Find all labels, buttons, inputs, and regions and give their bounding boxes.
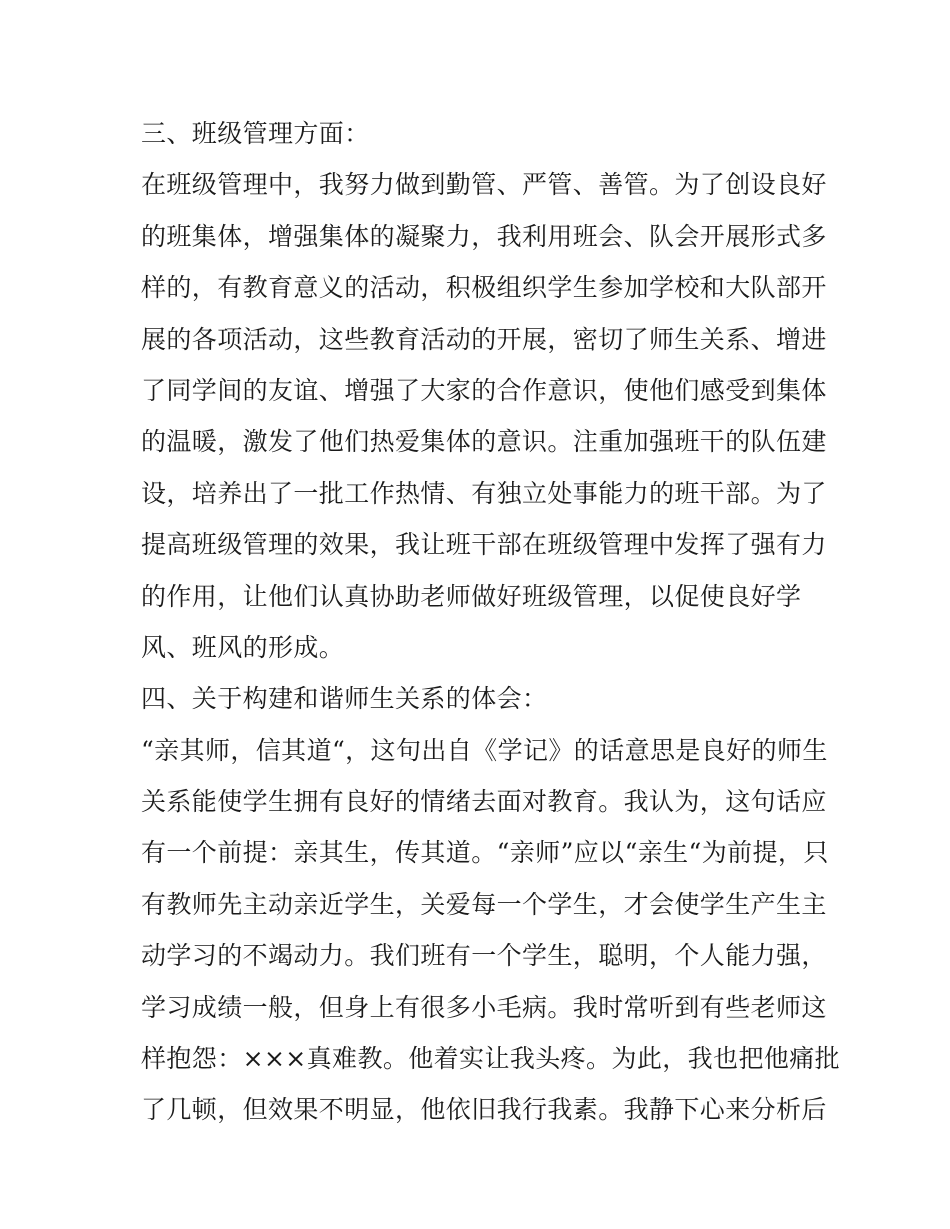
paragraph-line: 关系能使学生拥有良好的情绪去面对教育。我认为，这句话应	[141, 787, 827, 817]
paragraph-line: 有教师先主动亲近学生，关爱每一个学生，才会使学生产生主	[141, 889, 827, 919]
section-heading-class-management: 三、班级管理方面：	[141, 119, 370, 148]
paragraph-line: 的温暖，激发了他们热爱集体的意识。注重加强班干的队伍建	[141, 427, 827, 457]
paragraph-line: 有一个前提：亲其生，传其道。“亲师”应以“亲生“为前提，只	[141, 838, 829, 868]
paragraph-line: 的班集体，增强集体的凝聚力，我利用班会、队会开展形式多	[141, 221, 827, 251]
document-body	[141, 108, 841, 1136]
paragraph-line: “亲其师，信其道“，这句出自《学记》的话意思是良好的师生	[141, 735, 828, 765]
paragraph-line: 在班级管理中，我努力做到勤管、严管、善管。为了创设良好	[141, 170, 827, 200]
paragraph-line: 学习成绩一般，但身上有很多小毛病。我时常听到有些老师这	[141, 992, 827, 1022]
paragraph-line: 的作用，让他们认真协助老师做好班级管理，以促使良好学	[141, 581, 802, 611]
paragraph-line: 样抱怨：×××真难教。他着实让我头疼。为此，我也把他痛批	[141, 1044, 841, 1074]
paragraph-line: 设，培养出了一批工作热情、有独立处事能力的班干部。为了	[141, 478, 827, 508]
paragraph-line: 动学习的不竭动力。我们班有一个学生，聪明，个人能力强，	[141, 941, 827, 971]
paragraph-line: 提高班级管理的效果，我让班干部在班级管理中发挥了强有力	[141, 530, 827, 560]
paragraph-line: 样的，有教育意义的活动，积极组织学生参加学校和大队部开	[141, 273, 827, 303]
section-heading-teacher-student-relations: 四、关于构建和谐师生关系的体会：	[141, 684, 548, 714]
paragraph-line: 风、班风的形成。	[141, 632, 345, 662]
paragraph-line: 了几顿，但效果不明显，他依旧我行我素。我静下心来分析后	[141, 1095, 827, 1125]
paragraph-line: 了同学间的友谊、增强了大家的合作意识，使他们感受到集体	[141, 375, 827, 405]
paragraph-line: 展的各项活动，这些教育活动的开展，密切了师生关系、增进	[141, 324, 827, 354]
